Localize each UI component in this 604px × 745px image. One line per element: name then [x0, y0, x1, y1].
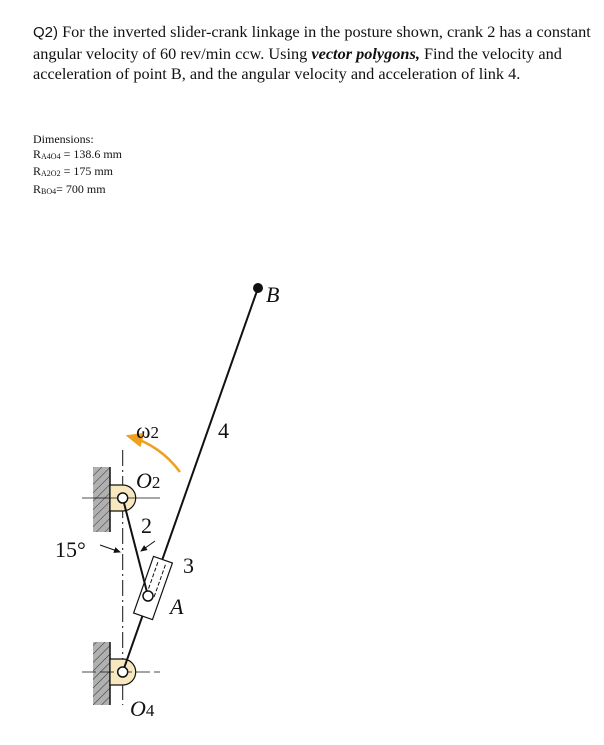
label-o4: O4	[130, 696, 155, 721]
ground-o4	[93, 642, 110, 705]
dim-item: $R_{A2O2} = 175$ mm	[33, 164, 114, 178]
dimensions-title: Dimensions:	[33, 132, 94, 146]
label-o2: O2	[136, 468, 161, 493]
label-2: 2	[141, 513, 152, 538]
question-text: Q2) For the inverted slider-crank linkage in the posture shown, crank 2 has a constant angular velocity of 60 rev/min ccw. Using vector polygons, Find the velocity and acceleration of point B, and the angular velocity and acceleration of link 4.	[33, 22, 591, 83]
question-number: Q2)	[33, 24, 59, 41]
point-b	[253, 283, 263, 293]
pin-o2	[118, 493, 128, 503]
pin-o4	[118, 667, 128, 677]
pin-a	[143, 591, 153, 601]
label-angle: 15°	[55, 537, 86, 562]
label-b: B	[266, 282, 280, 307]
angle-arrow-icon	[141, 541, 155, 551]
label-omega: ω2	[136, 418, 159, 443]
label-3: 3	[183, 553, 194, 578]
dim-item: $R_{A4O4} = 138.6$ mm	[33, 146, 123, 161]
angle-arrow-icon	[100, 545, 120, 552]
label-a: A	[170, 594, 184, 619]
dim-item: $R_{BO4}= 700$ mm	[33, 181, 106, 196]
ground-o2	[93, 467, 110, 532]
label-4: 4	[218, 418, 229, 443]
emphasis: vector polygons,	[311, 43, 420, 63]
